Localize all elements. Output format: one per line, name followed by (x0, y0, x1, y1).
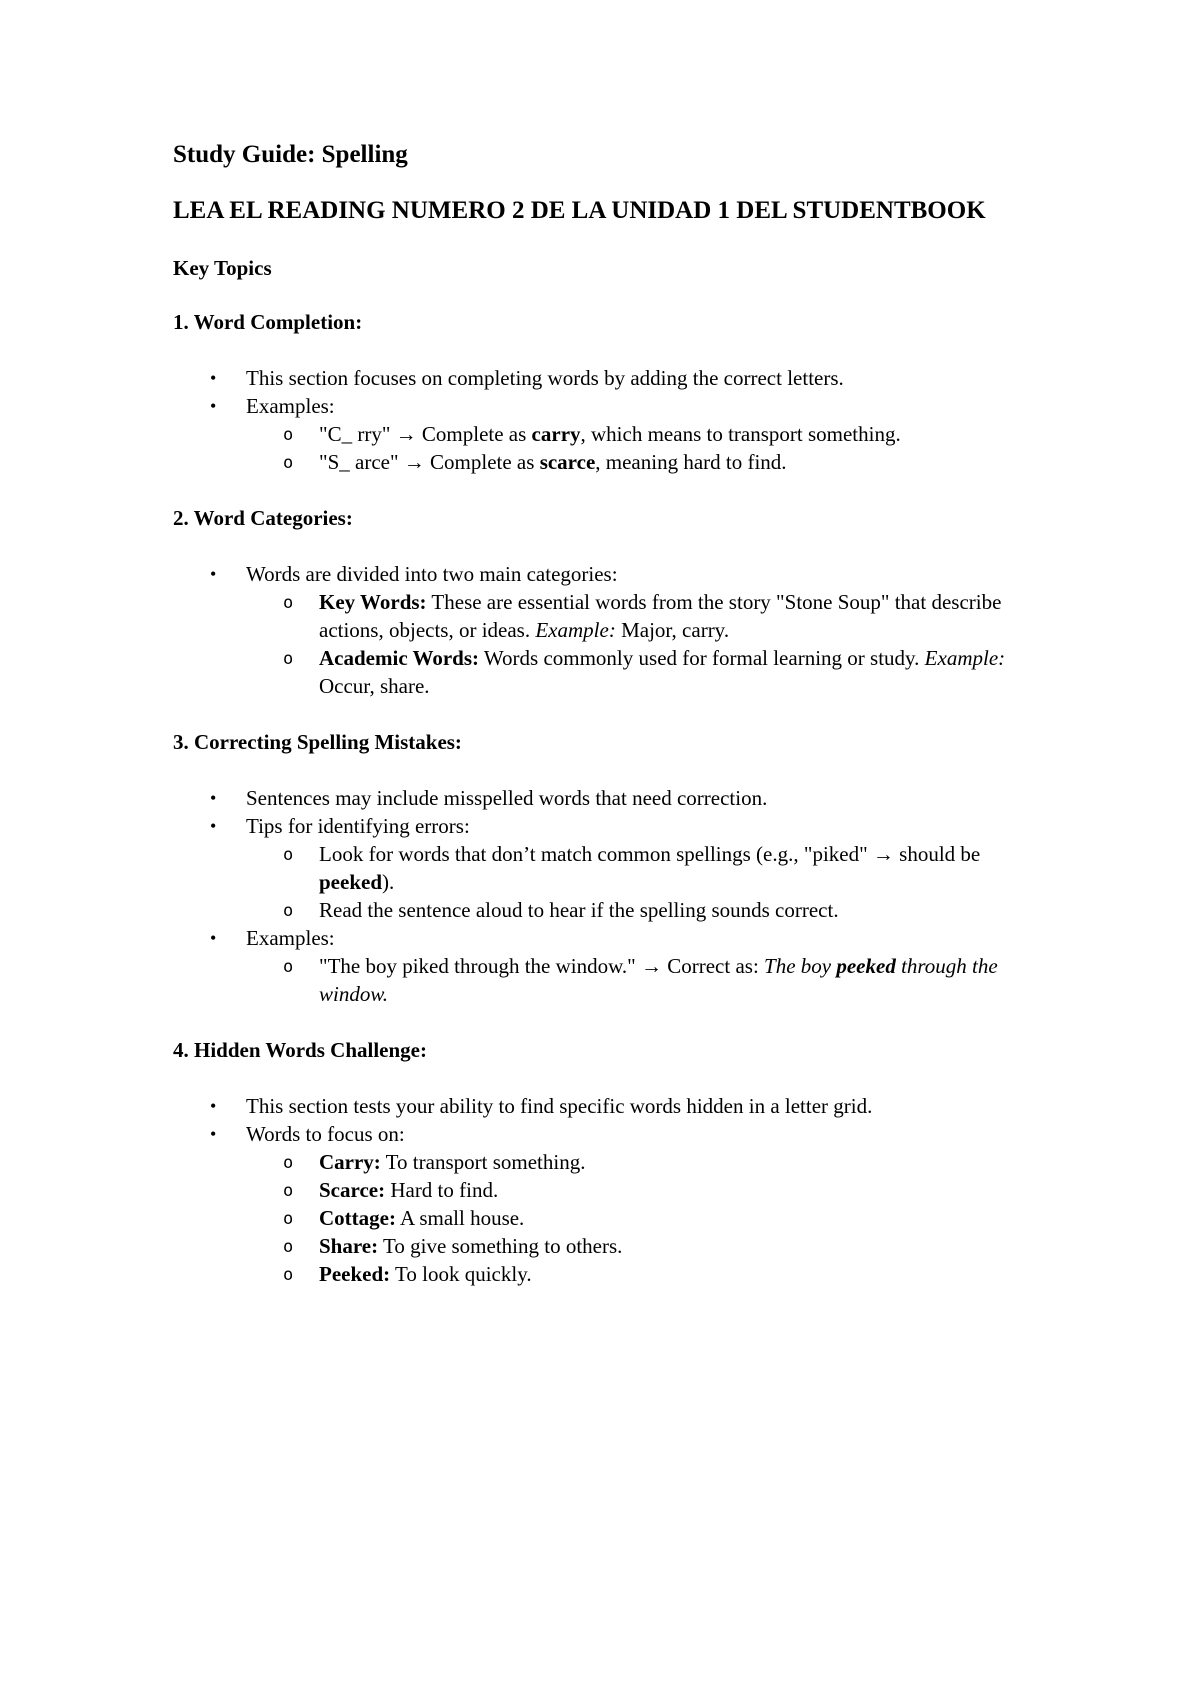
sub-list-item (246, 588, 1053, 644)
corrected-sentence: The boy (764, 954, 837, 978)
bullet-icon: • (210, 788, 217, 808)
focus-word-definition: Hard to find. (385, 1178, 499, 1202)
focus-word-definition: A small house. (395, 1206, 525, 1230)
bullet-icon: • (210, 396, 217, 416)
focus-word: Share: (319, 1234, 379, 1258)
list-item-text: Tips for identifying errors: (246, 814, 470, 838)
focus-word-item (246, 1148, 1053, 1176)
sub-bullet-icon: o (283, 1181, 294, 1201)
focus-word: Scarce: (319, 1178, 386, 1202)
example-words: Major, carry. (615, 618, 730, 642)
list-item-text: Words are divided into two main categories: (246, 562, 618, 586)
focus-word-definition: To transport something. (380, 1150, 586, 1174)
section-heading-word-categories: 2. Word Categories: (173, 506, 353, 530)
list-item-text: This section tests your ability to find specific words hidden in a letter grid. (246, 1094, 873, 1118)
sub-list (246, 952, 1053, 1008)
hidden-words-list (173, 1092, 1053, 1288)
list-item (173, 812, 1053, 924)
focus-word-definition: To give something to others. (378, 1234, 623, 1258)
list-item-text: This section focuses on completing words by adding the correct letters. (246, 366, 844, 390)
list-item-text: Examples: (246, 926, 335, 950)
bullet-icon: • (210, 368, 217, 388)
focus-word-item (246, 1176, 1053, 1204)
list-item (173, 784, 1053, 812)
sub-list-item (246, 420, 1053, 448)
example-label: Example: (535, 618, 616, 642)
focus-word: Carry: (319, 1150, 381, 1174)
sub-list-item (246, 840, 1053, 896)
example-text: , meaning hard to find. (595, 450, 787, 474)
sub-bullet-icon: o (283, 649, 294, 669)
bullet-icon: • (210, 816, 217, 836)
section-heading-correcting-mistakes: 3. Correcting Spelling Mistakes: (173, 730, 462, 754)
sub-bullet-icon: o (283, 957, 294, 977)
example-answer: scarce (539, 450, 596, 474)
list-item (173, 924, 1053, 1008)
sub-list-item (246, 952, 1053, 1008)
section-heading-hidden-words: 4. Hidden Words Challenge: (173, 1038, 427, 1062)
sub-list (246, 420, 1053, 476)
corrected-word: peeked (836, 954, 896, 978)
tip-text: ). (382, 870, 395, 894)
example-answer: carry (531, 422, 581, 446)
section-heading-word-completion: 1. Word Completion: (173, 310, 363, 334)
category-text: Words commonly used for formal learning or study. (479, 646, 925, 670)
reading-instruction: LEA EL READING NUMERO 2 DE LA UNIDAD 1 DEL STUDENTBOOK (173, 197, 986, 224)
sub-list-item (246, 896, 1053, 924)
sub-bullet-icon: o (283, 1237, 294, 1257)
sub-list (246, 840, 1053, 924)
sub-bullet-icon: o (283, 901, 294, 921)
example-text: , which means to transport something. (580, 422, 901, 446)
list-item-text: Sentences may include misspelled words that need correction. (246, 786, 768, 810)
focus-word-item (246, 1260, 1053, 1288)
category-label: Key Words: (319, 590, 427, 614)
sub-bullet-icon: o (283, 1209, 294, 1229)
example-text: "The boy piked through the window." → Correct as: (319, 954, 765, 978)
tip-text: Look for words that don’t match common spellings (e.g., "piked" → should be (319, 842, 981, 866)
list-item (173, 364, 1053, 392)
sub-bullet-icon: o (283, 845, 294, 865)
sub-list-item (246, 448, 1053, 476)
word-categories-list (173, 560, 1053, 700)
tip-correct-word: peeked (319, 870, 382, 894)
focus-word: Peeked: (319, 1262, 391, 1286)
example-text: "S_ arce" → Complete as (319, 450, 540, 474)
sub-bullet-icon: o (283, 1153, 294, 1173)
sub-list (246, 588, 1053, 700)
tip-text: Read the sentence aloud to hear if the spelling sounds correct. (319, 898, 839, 922)
example-text: "C_ rry" → Complete as (319, 422, 532, 446)
example-words: Occur, share. (319, 674, 430, 698)
sub-bullet-icon: o (283, 425, 294, 445)
word-completion-list (173, 364, 1053, 476)
bullet-icon: • (210, 1096, 217, 1116)
sub-bullet-icon: o (283, 1265, 294, 1285)
sub-bullet-icon: o (283, 593, 294, 613)
focus-word-definition: To look quickly. (390, 1262, 532, 1286)
document-title: Study Guide: Spelling (173, 141, 408, 168)
focus-words-list (246, 1148, 1053, 1288)
focus-word-item (246, 1232, 1053, 1260)
list-item-text: Examples: (246, 394, 335, 418)
sub-list-item (246, 644, 1053, 700)
key-topics-heading: Key Topics (173, 256, 272, 280)
list-item (173, 1120, 1053, 1288)
sub-bullet-icon: o (283, 453, 294, 473)
correcting-mistakes-list (173, 784, 1053, 1008)
corrected-sentence: through the window. (319, 954, 998, 1006)
category-label: Academic Words: (319, 646, 480, 670)
category-text: These are essential words from the story "Stone Soup" that describe actions, objects, or ideas. (319, 590, 1002, 642)
list-item-text: Words to focus on: (246, 1122, 405, 1146)
list-item (173, 1092, 1053, 1120)
focus-word: Cottage: (319, 1206, 396, 1230)
bullet-icon: • (210, 564, 217, 584)
example-label: Example: (924, 646, 1006, 670)
bullet-icon: • (210, 1124, 217, 1144)
document-page (173, 140, 1053, 1316)
list-item (173, 392, 1053, 476)
focus-word-item (246, 1204, 1053, 1232)
list-item (173, 560, 1053, 700)
bullet-icon: • (210, 928, 217, 948)
